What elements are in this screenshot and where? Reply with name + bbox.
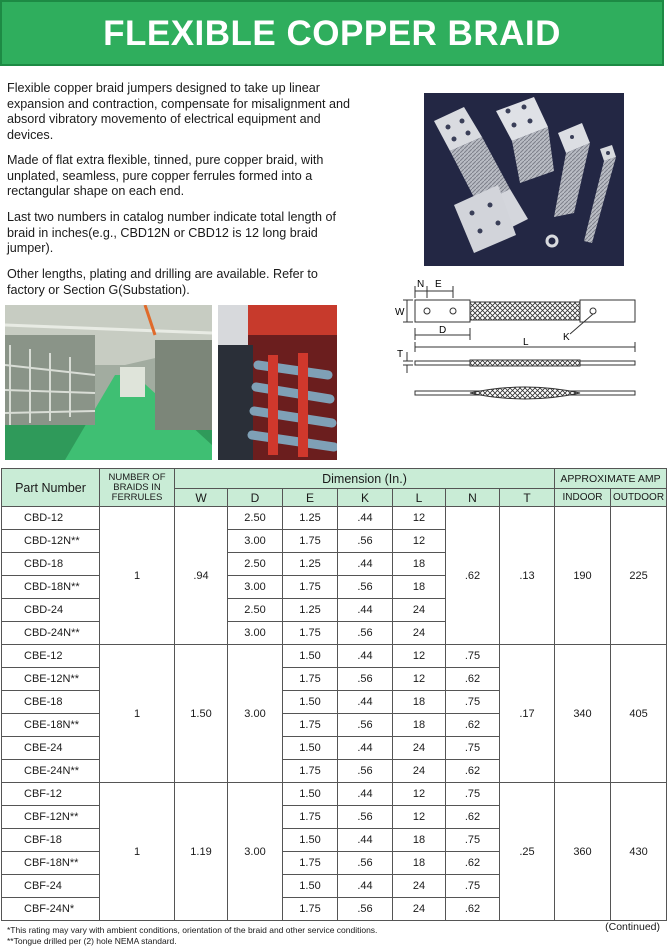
l-cell: 12: [393, 783, 446, 806]
outdoor-amp-cell: 405: [611, 645, 667, 783]
part-number-cell: CBF-12N**: [2, 806, 100, 829]
k-cell: .56: [338, 576, 393, 599]
options-paragraph: Other lengths, plating and drilling are available. Refer to factory or Section G(Substation).: [7, 267, 318, 297]
part-number-cell: CBF-24: [2, 875, 100, 898]
k-cell: .44: [338, 737, 393, 760]
label-d: D: [439, 325, 447, 336]
n-cell: .75: [446, 691, 500, 714]
k-cell: .44: [338, 691, 393, 714]
l-cell: 12: [393, 530, 446, 553]
l-cell: 12: [393, 668, 446, 691]
k-cell: .44: [338, 507, 393, 530]
corridor-image: [5, 305, 212, 460]
title-banner: [0, 0, 664, 66]
table-row: [2, 507, 667, 530]
k-cell: .44: [338, 783, 393, 806]
k-cell: .56: [338, 806, 393, 829]
header-part-number: Part Number: [2, 469, 100, 507]
l-cell: 18: [393, 691, 446, 714]
e-cell: 1.75: [283, 622, 338, 645]
part-number-cell: CBE-12N**: [2, 668, 100, 691]
part-number-cell: CBD-12N**: [2, 530, 100, 553]
e-cell: 1.50: [283, 645, 338, 668]
l-cell: 18: [393, 714, 446, 737]
d-cell: 3.00: [228, 576, 283, 599]
page-title: FLEXIBLE COPPER BRAID: [103, 14, 561, 53]
n-cell: .62: [446, 760, 500, 783]
l-cell: 24: [393, 622, 446, 645]
part-number-cell: CBE-18N**: [2, 714, 100, 737]
table-row: [2, 645, 667, 668]
n-cell: .62: [446, 714, 500, 737]
e-cell: 1.75: [283, 898, 338, 921]
k-cell: .56: [338, 530, 393, 553]
d-cell: 2.50: [228, 553, 283, 576]
k-cell: .44: [338, 875, 393, 898]
indoor-amp-cell: 360: [555, 783, 611, 921]
label-t: T: [397, 349, 404, 360]
footnote-rating: *This rating may vary with ambient conditions, orientation of the braid and other service conditions.: [7, 925, 378, 935]
e-cell: 1.75: [283, 760, 338, 783]
l-cell: 18: [393, 829, 446, 852]
installation-photo-corridor: [5, 305, 212, 460]
d-cell: 3.00: [228, 530, 283, 553]
e-cell: 1.25: [283, 553, 338, 576]
indoor-amp-cell: 190: [555, 507, 611, 645]
part-number-cell: CBD-12: [2, 507, 100, 530]
installation-photo-switchgear: [218, 305, 337, 460]
k-cell: .56: [338, 622, 393, 645]
part-number-cell: CBF-18: [2, 829, 100, 852]
n-cell: .75: [446, 829, 500, 852]
header-braids: NUMBER OF BRAIDS IN FERRULES: [100, 469, 175, 507]
outdoor-amp-cell: 225: [611, 507, 667, 645]
part-number-cell: CBF-12: [2, 783, 100, 806]
e-cell: 1.50: [283, 737, 338, 760]
material-paragraph: Made of flat extra flexible, tinned, pure copper braid, with unplated, seamless, pure copper ferrules formed into a rectangular shape on each end.: [7, 153, 324, 199]
d-cell: 3.00: [228, 645, 283, 783]
n-cell: .62: [446, 668, 500, 691]
t-cell: .17: [500, 645, 555, 783]
w-cell: .94: [175, 507, 228, 645]
k-cell: .44: [338, 599, 393, 622]
braids-cell: 1: [100, 645, 175, 783]
n-cell: .62: [446, 806, 500, 829]
outdoor-amp-cell: 430: [611, 783, 667, 921]
label-e: E: [435, 279, 442, 290]
e-cell: 1.75: [283, 852, 338, 875]
e-cell: 1.75: [283, 668, 338, 691]
continued-note: (Continued): [605, 921, 660, 933]
header-d: D: [228, 489, 283, 507]
header-t: T: [500, 489, 555, 507]
d-cell: 3.00: [228, 783, 283, 921]
braid-jumpers-image: [424, 93, 624, 266]
label-w: W: [395, 307, 405, 318]
e-cell: 1.50: [283, 875, 338, 898]
label-k: K: [563, 332, 570, 343]
part-number-cell: CBD-24N**: [2, 622, 100, 645]
e-cell: 1.75: [283, 576, 338, 599]
e-cell: 1.25: [283, 507, 338, 530]
indoor-amp-cell: 340: [555, 645, 611, 783]
part-number-cell: CBD-18N**: [2, 576, 100, 599]
header-l: L: [393, 489, 446, 507]
k-cell: .56: [338, 668, 393, 691]
l-cell: 18: [393, 553, 446, 576]
n-cell: .75: [446, 875, 500, 898]
n-cell: .75: [446, 737, 500, 760]
label-l: L: [523, 337, 529, 348]
k-cell: .56: [338, 714, 393, 737]
n-cell: .62: [446, 898, 500, 921]
e-cell: 1.25: [283, 599, 338, 622]
l-cell: 12: [393, 507, 446, 530]
l-cell: 12: [393, 806, 446, 829]
switchgear-image: [218, 305, 337, 460]
k-cell: .44: [338, 645, 393, 668]
d-cell: 3.00: [228, 622, 283, 645]
header-outdoor: OUTDOOR: [611, 489, 667, 507]
l-cell: 18: [393, 576, 446, 599]
l-cell: 18: [393, 852, 446, 875]
braids-cell: 1: [100, 507, 175, 645]
e-cell: 1.75: [283, 806, 338, 829]
footnote-tongue: **Tongue drilled per (2) hole NEMA standard.: [7, 936, 177, 946]
catalog-paragraph: Last two numbers in catalog number indicate total length of braid in inches(e.g., CBD12N or CBD12 is 12 long braid jumper).: [7, 210, 337, 256]
l-cell: 12: [393, 645, 446, 668]
e-cell: 1.75: [283, 714, 338, 737]
part-number-cell: CBE-24N**: [2, 760, 100, 783]
e-cell: 1.50: [283, 691, 338, 714]
part-number-cell: CBE-12: [2, 645, 100, 668]
intro-paragraph: Flexible copper braid jumpers designed to take up linear expansion and contraction, compensate for misalignment and absord vibratory movemento of electrical equipment and devices.: [7, 81, 351, 142]
part-number-cell: CBF-18N**: [2, 852, 100, 875]
k-cell: .56: [338, 898, 393, 921]
part-number-cell: CBF-24N*: [2, 898, 100, 921]
n-cell: .75: [446, 645, 500, 668]
part-number-cell: CBD-18: [2, 553, 100, 576]
dimension-diagram: [395, 278, 645, 413]
l-cell: 24: [393, 898, 446, 921]
e-cell: 1.50: [283, 829, 338, 852]
w-cell: 1.50: [175, 645, 228, 783]
t-cell: .13: [500, 507, 555, 645]
header-e: E: [283, 489, 338, 507]
e-cell: 1.75: [283, 530, 338, 553]
d-cell: 2.50: [228, 599, 283, 622]
t-cell: .25: [500, 783, 555, 921]
header-k: K: [338, 489, 393, 507]
header-indoor: INDOOR: [555, 489, 611, 507]
e-cell: 1.50: [283, 783, 338, 806]
header-dimension: Dimension (In.): [175, 469, 555, 489]
l-cell: 24: [393, 599, 446, 622]
w-cell: 1.19: [175, 783, 228, 921]
spec-table: [1, 468, 667, 921]
header-w: W: [175, 489, 228, 507]
l-cell: 24: [393, 737, 446, 760]
k-cell: .56: [338, 852, 393, 875]
product-photo: [424, 93, 624, 266]
k-cell: .44: [338, 553, 393, 576]
n-cell: .62: [446, 507, 500, 645]
header-n: N: [446, 489, 500, 507]
part-number-cell: CBE-24: [2, 737, 100, 760]
l-cell: 24: [393, 875, 446, 898]
l-cell: 24: [393, 760, 446, 783]
label-n: N: [417, 279, 425, 290]
part-number-cell: CBE-18: [2, 691, 100, 714]
part-number-cell: CBD-24: [2, 599, 100, 622]
n-cell: .75: [446, 783, 500, 806]
n-cell: .62: [446, 852, 500, 875]
d-cell: 2.50: [228, 507, 283, 530]
braids-cell: 1: [100, 783, 175, 921]
k-cell: .44: [338, 829, 393, 852]
header-approx-amp: APPROXIMATE AMP: [555, 469, 667, 489]
k-cell: .56: [338, 760, 393, 783]
table-row: [2, 783, 667, 806]
